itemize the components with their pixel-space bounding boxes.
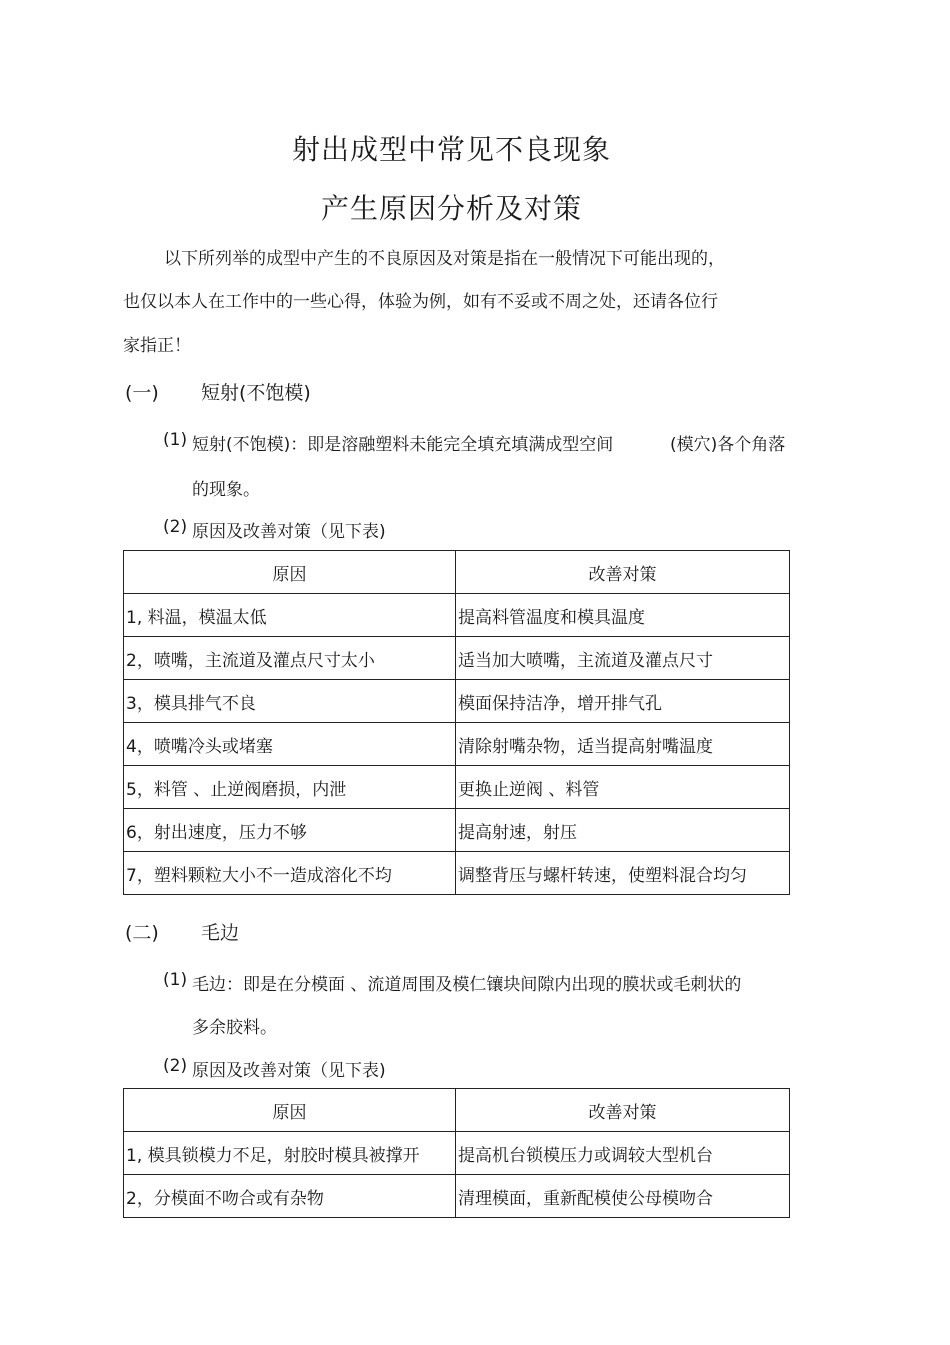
cause-cell: 4，喷嘴冷头或堵塞: [124, 723, 456, 766]
title-line-2: 产生原因分析及对策: [320, 192, 582, 225]
table-header-row: [124, 1089, 790, 1132]
table-short-shot: [123, 550, 790, 895]
cause-cell: 6，射出速度，压力不够: [124, 809, 456, 852]
section-1-item-1-text: 短射(不饱模)：即是溶融塑料未能完全填充填满成型空间: [192, 435, 614, 455]
cause-cell: 5，料管 、止逆阀磨损，内泄: [124, 766, 456, 809]
intro-line-1: 以下所列举的成型中产生的不良原因及对策是指在一般情况下可能出现的，: [164, 249, 725, 269]
intro-line-3: 家指正！: [123, 336, 191, 356]
title-line-1: 射出成型中常见不良现象: [291, 133, 611, 166]
section-2-item-1-continuation: 多余胶料。: [192, 1018, 277, 1038]
cause-cell: 3，模具排气不良: [124, 680, 456, 723]
cause-cell: 1, 模具锁模力不足，射胶时模具被撑开: [124, 1132, 456, 1175]
cause-cell: 2，喷嘴，主流道及灌点尺寸太小: [124, 637, 456, 680]
table-row: [124, 809, 790, 852]
measure-cell: 清除射嘴杂物，适当提高射嘴温度: [456, 723, 790, 766]
table-row: [124, 852, 790, 895]
table-row: [124, 594, 790, 637]
intro-line-2: 也仅以本人在工作中的一些心得，体验为例，如有不妥或不周之处，还请各位行: [123, 292, 718, 312]
table-row: [124, 723, 790, 766]
section-1-item-1-number: (1): [163, 430, 188, 450]
cause-cell: 7，塑料颗粒大小不一造成溶化不均: [124, 852, 456, 895]
table-row: [124, 637, 790, 680]
header-measure: 改善对策: [456, 551, 790, 594]
cause-cell: 1, 料温，模温太低: [124, 594, 456, 637]
table-flash: [123, 1088, 790, 1218]
table-row: [124, 1132, 790, 1175]
section-1-item-2-text: 原因及改善对策（见下表): [192, 522, 386, 542]
section-2-item-1-text: 毛边：即是在分模面 、流道周围及模仁镶块间隙内出现的膜状或毛刺状的: [192, 975, 742, 995]
section-1-item-1-continuation: 的现象。: [192, 480, 260, 500]
measure-cell: 提高射速，射压: [456, 809, 790, 852]
table-row: [124, 1175, 790, 1218]
section-1-number: (一): [125, 382, 159, 404]
section-2-item-1-number: (1): [163, 970, 188, 990]
cause-cell: 2，分模面不吻合或有杂物: [124, 1175, 456, 1218]
header-cause: 原因: [124, 551, 456, 594]
header-cause: 原因: [124, 1089, 456, 1132]
section-1-item-2-number: (2): [163, 517, 188, 537]
table-header-row: [124, 551, 790, 594]
table-row: [124, 680, 790, 723]
measure-cell: 清理模面，重新配模使公母模吻合: [456, 1175, 790, 1218]
section-2-item-2-text: 原因及改善对策（见下表): [192, 1061, 386, 1081]
section-2-heading: 毛边: [201, 922, 240, 944]
section-1-item-1-paren: (模穴)各个角落: [670, 435, 786, 455]
table-row: [124, 766, 790, 809]
header-measure: 改善对策: [456, 1089, 790, 1132]
section-1-heading: 短射(不饱模): [201, 382, 311, 404]
section-2-item-2-number: (2): [163, 1056, 188, 1076]
measure-cell: 提高机台锁模压力或调较大型机台: [456, 1132, 790, 1175]
measure-cell: 提高料管温度和模具温度: [456, 594, 790, 637]
measure-cell: 适当加大喷嘴，主流道及灌点尺寸: [456, 637, 790, 680]
measure-cell: 调整背压与螺杆转速，使塑料混合均匀: [456, 852, 790, 895]
measure-cell: 更换止逆阀 、料管: [456, 766, 790, 809]
measure-cell: 模面保持洁净，增开排气孔: [456, 680, 790, 723]
section-2-number: (二): [125, 922, 159, 944]
